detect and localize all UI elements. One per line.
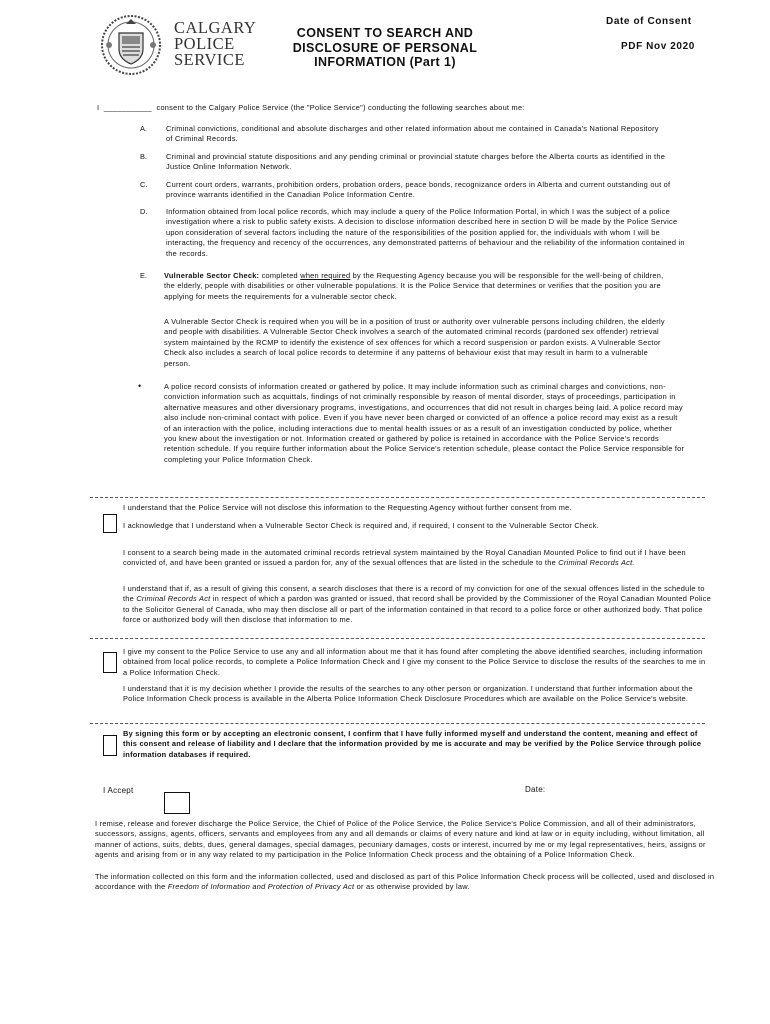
vulnerable-sector-text <box>164 271 669 302</box>
police-record-text: A police record consists of information created or gathered by police. It may include information such as criminal charges and convictions, non-conviction information such as acquittals, findings of not criminally responsible by reason of mental disorder, stays of proceedings, participation in alternative measures and other diversionary programs, investigations, and occurrences that did not result in charges being laid. A police record may also include non-criminal contact with police. Even if you have never been charged or convicted of an offence a police record may exist as a result of an interaction with the police, including interactions due to mental health issues or as a result of an investigation conducted by police, whether you knew about the investigation or not. Information created or gathered by police is retained in accordance with the Police Service's records retention schedule. If you require further information about the Police Service's retention schedule, please contact the Police Service responsible for completing your Police Information Check. <box>164 382 685 464</box>
section-2-p2: I understand that it is my decision whether I provide the results of the searches to any other person or organization. I understand that further information about the Police Information Check process is available in the Alberta Police Information Check Disclosure Procedures which are available on the Police Service's website. <box>123 684 693 704</box>
section-1-p4 <box>123 584 715 626</box>
vulnerable-sector-heading: Vulnerable Sector Check: <box>164 271 260 280</box>
section-3-text: By signing this form or by accepting an electronic consent, I confirm that I have fully informed myself and understand the content, meaning and effect of this consent and release of liability and I declare that the information provided by me is accurate and may be verified by the Police Service through police information databases if required. <box>123 729 702 759</box>
logo-line-2: POLICE <box>174 34 235 53</box>
search-letter: A. <box>140 124 147 133</box>
intro-line <box>97 103 717 113</box>
release-p2 <box>95 872 717 893</box>
consent-checkbox-2[interactable] <box>103 652 117 673</box>
search-letter: D. <box>140 207 148 216</box>
search-text: Current court orders, warrants, prohibition orders, probation orders, peace bonds, recognizance orders in Alberta and current outstanding out of province warrants identified in the Canadian Police Information Centre. <box>166 180 671 200</box>
divider <box>90 497 705 498</box>
page-title <box>270 26 500 70</box>
p4-text-after: in respect of which a pardon was granted or issued, that record shall be provided by the Commissioner of the Royal Canadian Mounted Police to the Solicitor General of Canada, who may then disclose all or part of the information contained in that record to a police force or other authorized body. That police force or authorized body will then disclose that information to me. <box>123 594 712 625</box>
name-blank[interactable]: ___________ <box>103 103 152 112</box>
vulnerable-text-before: completed <box>259 271 301 280</box>
police-crest-icon <box>96 14 166 76</box>
search-letter: B. <box>140 152 147 161</box>
when-required: when required <box>300 271 351 280</box>
divider <box>90 638 705 639</box>
calgary-police-logo <box>96 14 257 76</box>
date-label: Date: <box>525 785 546 794</box>
criminal-records-act: Criminal Records Act. <box>558 558 635 568</box>
vulnerable-text-after: by the Requesting Agency because you will be responsible for the well-being of children, the elderly, people with disabilities or other vulnerable populations. It is the Police Service that determines or verifies that the position you are applying for meets the requirements for a vulnerable sector check. <box>164 271 664 301</box>
title-line-3: INFORMATION (Part 1) <box>314 55 456 69</box>
release-p1: I remise, release and forever discharge the Police Service, the Chief of Police of the Police Service, the Police Service's Police Commission, and all of their administrators, successors, assigns, agents, officers, servants and employees from any and all demands or claims of every nature and kind at law or in equity including, without limitation, all manner of actions, suits, debts, dues, general damages, special damages, pecuniary damages, costs or interest, incurred by me or my legal representatives, heirs, assigns or agents and arising from or in any way related to my participation in the Police Information Check process and the obtaining of a Police Information Check. <box>95 819 706 860</box>
search-text: Criminal and provincial statute dispositions and any pending criminal or provincial statute charges before the Alberta courts as identified in the Justice Online Information Network. <box>166 152 666 172</box>
p4-text-before: I understand that if, as a result of giving this consent, a search discloses that there is a record of my conviction for one of the sexual offences listed in the schedule to the <box>123 584 705 604</box>
release-p2-before: The information collected on this form and the information collected, used and disclosed as part of this Police Information Check process will be collected, used and disclosed in accordance with the <box>95 872 715 892</box>
intro-prefix: I <box>97 103 100 112</box>
search-text: Information obtained from local police records, which may include a query of the Police Information Portal, in which I was the subject of a police investigation where a risk to public safety exists. A decision to disclose information described here in section D will be made by the Police Service upon consideration of several factors including the nature of the responsibilities of the position applied for, the individuals with whom I will be interacting, the frequency and recency of the occurrences, any demonstrated patterns of behaviour and the reliability of the information contained in the records. <box>166 207 685 258</box>
section-2-p1: I give my consent to the Police Service to use any and all information about me that it has found after completing the above identified searches, including information obtained from local police records, to complete a Police Information Check and I give my consent to the Police Service to disclose the results of the searches to me in a Police Information Check. <box>123 647 706 677</box>
vulnerable-sector-para2: A Vulnerable Sector Check is required when you will be in a position of trust or authority over vulnerable persons including children, the elderly and people with disabilities. A Vulnerable Sector Check involves a search of the automated criminal records (pardoned sex offender) retrieval system maintained by the RCMP to identify the existence of sex offences for which a record suspension or pardon exists. A Vulnerable Sector Check also includes a search of local police records to determine if any patterns of behaviour exist that may result in harm to a vulnerable person. <box>164 317 665 368</box>
section-1-p1: I understand that the Police Service will not disclose this information to the Requesting Agency without further consent from me. <box>123 503 572 512</box>
i-accept-label: I Accept <box>103 786 134 795</box>
section-1-p2: I acknowledge that I understand when a Vulnerable Sector Check is required and, if required, I consent to the Vulnerable Sector Check. <box>123 521 599 530</box>
bullet-symbol: • <box>138 381 142 391</box>
divider <box>90 723 705 724</box>
logo-line-3: SERVICE <box>174 50 245 69</box>
search-letter: E. <box>140 271 147 280</box>
logo-line-1: CALGARY <box>174 18 257 37</box>
title-line-1: CONSENT TO SEARCH AND <box>296 26 474 40</box>
date-of-consent-label: Date of Consent <box>606 16 692 27</box>
logo-text <box>174 20 256 68</box>
foip-act: Freedom of Information and Protection of Privacy Act <box>167 882 355 892</box>
i-accept-checkbox[interactable] <box>164 792 190 814</box>
criminal-records-act: Criminal Records Act <box>136 594 211 604</box>
release-p2-after: or as otherwise provided by law. <box>354 882 470 892</box>
intro-text: consent to the Calgary Police Service (the "Police Service") conducting the following searches about me: <box>156 103 525 112</box>
title-line-2: DISCLOSURE OF PERSONAL <box>292 40 478 55</box>
pdf-version-label: PDF Nov 2020 <box>621 41 695 52</box>
p3-text: I consent to a search being made in the automated criminal records retrieval system maintained by the Royal Canadian Mounted Police to find out if I have been convicted of, and have been granted or issued a pardon for, any of the sexual offences that are listed in the schedule to the <box>123 548 686 568</box>
consent-checkbox-1[interactable] <box>103 514 117 533</box>
consent-checkbox-3[interactable] <box>103 735 117 756</box>
search-text: Criminal convictions, conditional and absolute discharges and other related information about me contained in Canada's National Repository of Criminal Records. <box>166 124 659 144</box>
section-1-p3 <box>123 548 708 569</box>
search-letter: C. <box>140 180 148 189</box>
